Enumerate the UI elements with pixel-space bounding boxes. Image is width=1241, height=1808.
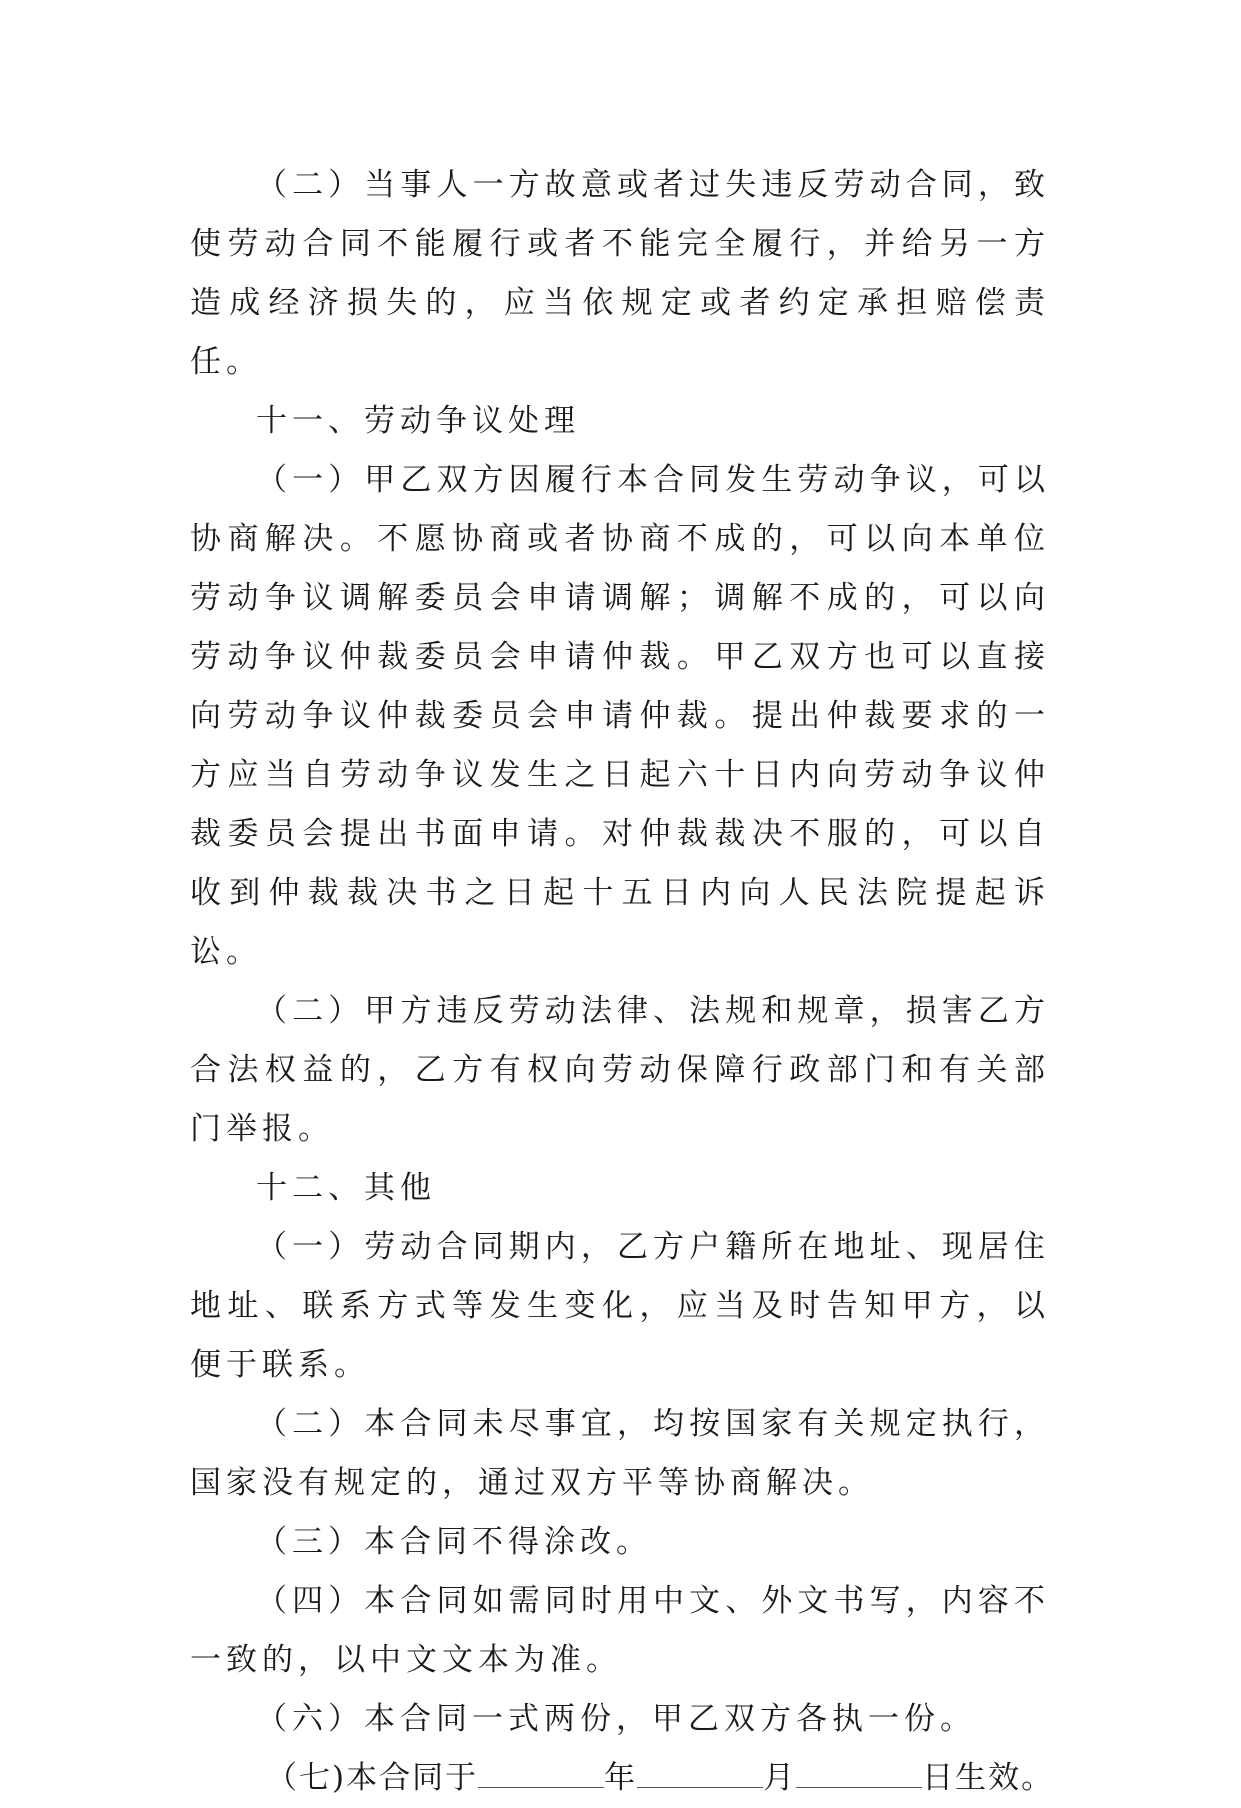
- document-page: [190, 156, 1055, 1808]
- clause-report-violation-paragraph: （二）甲方违反劳动法律、法规和规章，损害乙方合法权益的，乙方有权向劳动保障行政部门和有关部门举报。: [190, 993, 1050, 1147]
- effective-date-line: [190, 1749, 1055, 1808]
- clause-language-paragraph: （四）本合同如需同时用中文、外文书写，内容不一致的，以中文文本为准。: [190, 1583, 1050, 1678]
- effective-date-prefix: （七)本合同于: [266, 1760, 479, 1796]
- year-label: 年: [604, 1760, 638, 1796]
- clause-copies-paragraph: （六）本合同一式两份，甲乙双方各执一份。: [256, 1701, 976, 1737]
- section-heading-other: 十二、其他: [256, 1170, 436, 1206]
- month-blank-field[interactable]: [637, 1761, 763, 1788]
- section-heading-dispute: 十一、劳动争议处理: [256, 403, 580, 439]
- clause-contact-change-paragraph: （一）劳动合同期内，乙方户籍所在地址、现居住地址、联系方式等发生变化，应当及时告知甲方，以便于联系。: [190, 1229, 1050, 1383]
- clause-no-alteration-paragraph: （三）本合同不得涂改。: [256, 1524, 652, 1560]
- day-suffix: 日生效。: [922, 1760, 1055, 1796]
- clause-liability-paragraph: （二）当事人一方故意或者过失违反劳动合同，致使劳动合同不能履行或者不能完全履行，并给另一方造成经济损失的，应当依规定或者约定承担赔偿责任。: [190, 167, 1050, 380]
- month-label: 月: [763, 1760, 797, 1796]
- year-blank-field[interactable]: [478, 1761, 604, 1788]
- clause-unspecified-matters-paragraph: （二）本合同未尽事宜，均按国家有关规定执行，国家没有规定的，通过双方平等协商解决。: [190, 1406, 1050, 1501]
- day-blank-field[interactable]: [796, 1761, 922, 1788]
- clause-dispute-resolution-paragraph: （一）甲乙双方因履行本合同发生劳动争议，可以协商解决。不愿协商或者协商不成的，可以向本单位劳动争议调解委员会申请调解；调解不成的，可以向劳动争议仲裁委员会申请仲裁。甲乙双方也可以直接向劳动争议仲裁委员会申请仲裁。提出仲裁要求的一方应当自劳动争议发生之日起六十日内向劳动争议仲裁委员会提出书面申请。对仲裁裁决不服的，可以自收到仲裁裁决书之日起十五日内向人民法院提起诉讼。: [190, 462, 1050, 970]
